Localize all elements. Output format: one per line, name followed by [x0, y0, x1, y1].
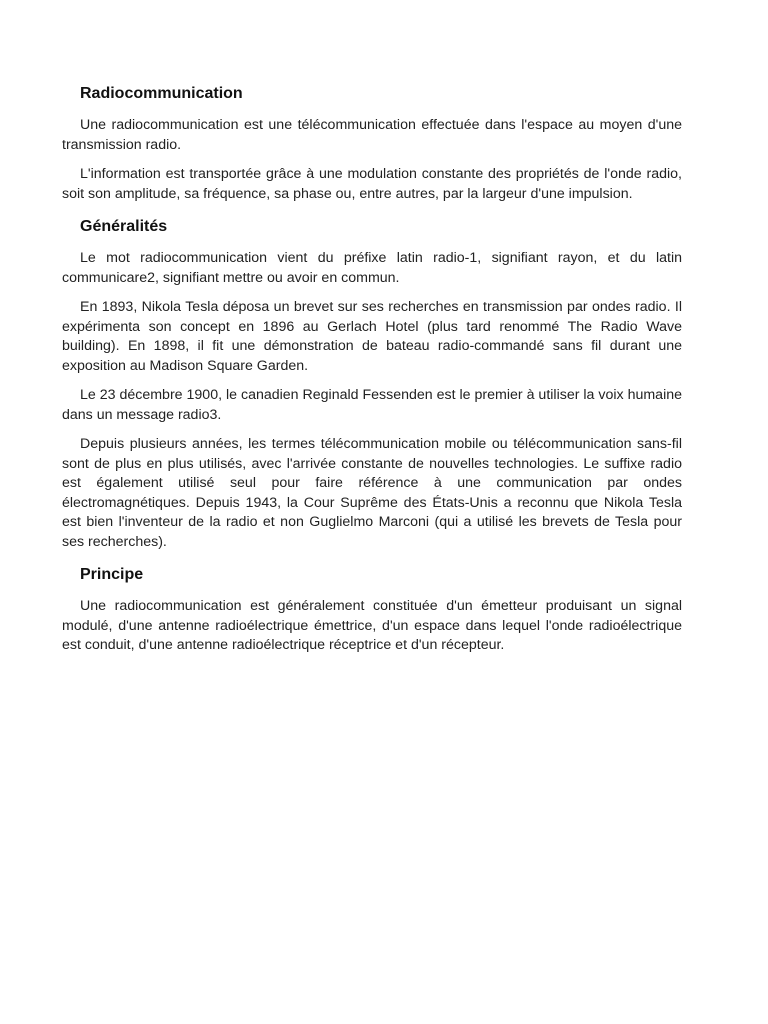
paragraph: Le mot radiocommunication vient du préfixe latin radio-1, signifiant rayon, et du latin communicare2, signifiant mettre ou avoir en commun.: [62, 250, 682, 286]
section-title: Principe: [80, 566, 144, 583]
section-generalites: [62, 217, 682, 552]
section-title: Radiocommunication: [80, 85, 243, 102]
paragraph: En 1893, Nikola Tesla déposa un brevet sur ses recherches en transmission par ondes radio. Il expérimenta son concept en 1896 au Gerlach Hotel (plus tard renommé The Radio Wave building). En 1898, il fit une démonstration de bateau radio-commandé sans fil durant une exposition au Madison Square Garden.: [62, 299, 682, 374]
paragraph: Le 23 décembre 1900, le canadien Reginald Fessenden est le premier à utiliser la voix humaine dans un message radio3.: [62, 387, 682, 423]
paragraph: L'information est transportée grâce à une modulation constante des propriétés de l'onde radio, soit son amplitude, sa fréquence, sa phase ou, entre autres, par la largeur d'une impulsion.: [62, 166, 682, 202]
document-page: [62, 84, 682, 666]
section-principe: [62, 565, 682, 656]
paragraph: Une radiocommunication est généralement constituée d'un émetteur produisant un signal modulé, d'une antenne radioélectrique émettrice, d'un espace dans lequel l'onde radioélectrique est conduit, d'une antenne radioélectrique réceptrice et d'un récepteur.: [62, 598, 682, 653]
paragraph: Depuis plusieurs années, les termes télécommunication mobile ou télécommunication sans-fil sont de plus en plus utilisés, avec l'arrivée constante de nouvelles technologies. Le suffixe radio est également utilisé seul pour faire référence à une communication par ondes électromagnétiques. Depuis 1943, la Cour Suprême des États-Unis a reconnu que Nikola Tesla est bien l'inventeur de la radio et non Guglielmo Marconi (qui a utilisé les brevets de Tesla pour ses recherches).: [62, 436, 682, 550]
section-radiocommunication: [62, 84, 682, 204]
paragraph: Une radiocommunication est une télécommunication effectuée dans l'espace au moyen d'une transmission radio.: [62, 117, 682, 153]
section-title: Généralités: [80, 218, 168, 235]
